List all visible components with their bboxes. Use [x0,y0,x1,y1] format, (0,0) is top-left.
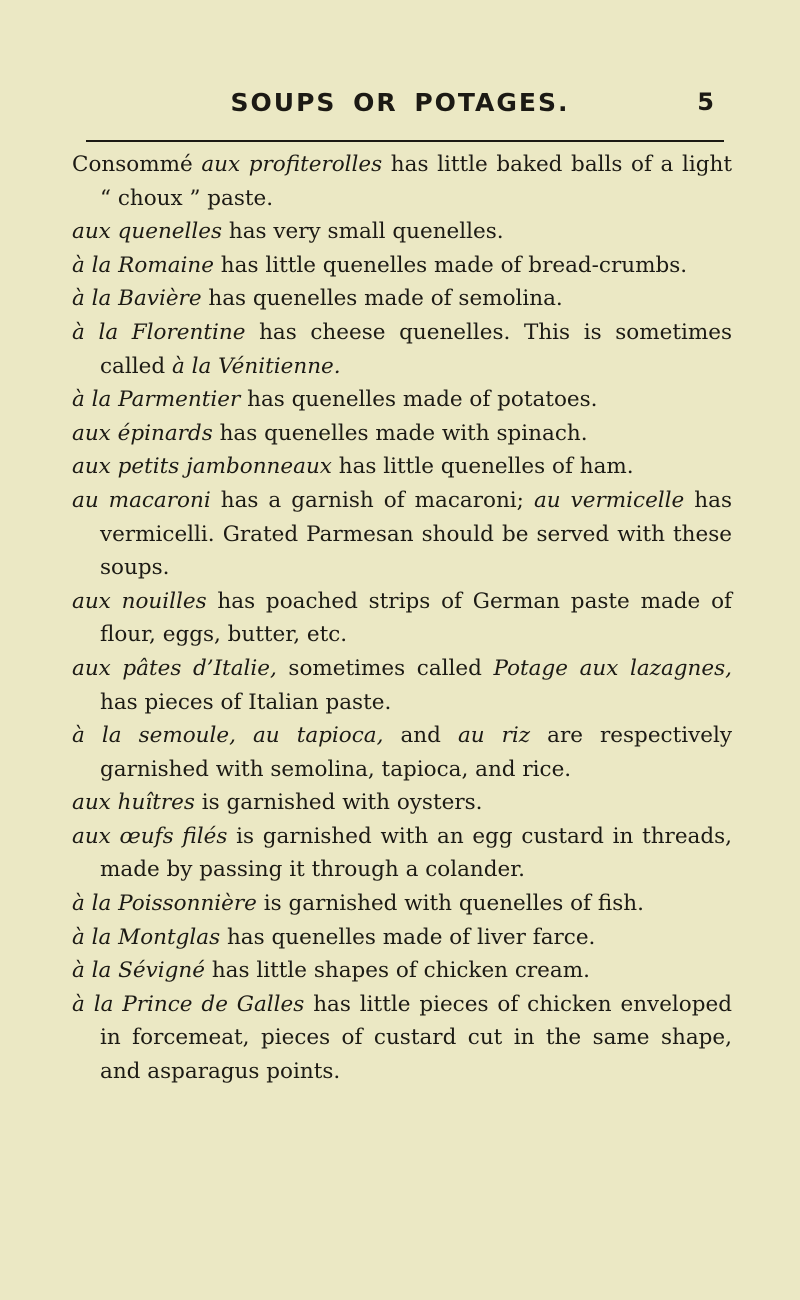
entry-description: has little baked balls of a light “ choux ” paste. [100,152,732,211]
entry-alt-name: à la Vénitienne. [171,353,341,379]
entry-name: aux huîtres [72,790,195,816]
entry-name: aux pâtes d’Italie, [72,655,277,681]
entry-parmentier [72,383,732,417]
entry-alt-name: au vermicelle [533,487,685,513]
entry-alt-name: Potage aux lazagnes, [493,655,732,681]
entry-description: sometimes called [276,655,494,681]
entry-pates-italie [72,652,732,719]
entry-alt-name: au riz [457,723,531,749]
entry-description: has little quenelles made of bread-crumbs. [213,252,688,278]
entry-description: has quenelles made of semolina. [201,286,563,312]
entry-lead: Consommé [72,152,202,177]
entry-baviere [72,282,732,316]
entry-name: à la Sévigné [72,958,205,984]
entry-epinards [72,417,732,451]
entry-oeufs-files [72,820,732,887]
entry-description: is garnished with an egg custard in threads, made by passing it through a colander. [100,823,733,883]
entry-name: aux œufs filés [72,823,228,849]
entry-nouilles [72,585,732,652]
entry-name: à la Florentine [72,319,246,345]
entry-description: has quenelles made of liver farce. [220,924,596,950]
entry-description: has a garnish of macaroni; [210,487,534,513]
entry-prince-de-galles [72,988,732,1089]
entry-description: has quenelles made of potatoes. [240,387,598,413]
entry-description: is garnished with oysters. [194,790,483,816]
entry-name: aux épinards [72,420,213,446]
entry-description: has quenelles made with spinach. [212,420,588,446]
entry-description: has little pieces of chicken enveloped in forcemeat, pieces of custard cut in the same shape, and asparagus points. [100,991,732,1085]
entry-semoule-tapioca-riz [72,719,732,786]
entry-description: has little quenelles of ham. [331,454,634,480]
entry-name: aux nouilles [72,588,207,614]
entry-alt-description: has vermicelli. Grated Parmesan should be served with these soups. [100,487,732,581]
entry-jambonneaux [72,450,732,484]
entry-florentine [72,316,732,383]
running-head [0,88,800,128]
entry-huitres [72,786,732,820]
entry-name: au macaroni [72,487,211,513]
running-title: SOUPS OR POTAGES. [230,88,570,117]
soup-glossary [72,148,732,1089]
entry-poissonniere [72,887,732,921]
entry-alt-description: has pieces of Italian paste. [100,689,392,715]
entry-macaroni [72,484,732,585]
entry-name: aux petits jambonneaux [72,454,332,480]
entry-description: has very small quenelles. [222,219,504,245]
entry-name: à la Bavière [72,286,202,312]
entry-alt-description: are respectively garnished with semolina, tapioca, and rice. [100,723,732,782]
entry-name: à la Prince de Galles [72,991,305,1017]
entry-name: à la Poissonnière [72,891,257,917]
entry-quenelles [72,215,732,249]
entry-romaine [72,249,732,283]
entry-description: has cheese quenelles. This is sometimes called [100,319,732,379]
entry-name: aux profiterolles [201,152,383,177]
entry-name: à la Romaine [72,252,214,278]
entry-montglas [72,921,732,955]
entry-name: à la semoule, au tapioca, [72,723,384,749]
entry-name: aux quenelles [72,219,223,245]
entry-name: à la Parmentier [72,387,241,413]
entry-profiterolles [72,148,732,215]
page-number: 5 [697,88,714,116]
entry-description: and [383,723,458,749]
header-rule [86,140,724,142]
entry-description: has poached strips of German paste made of flour, eggs, butter, etc. [100,588,732,648]
entry-description: has little shapes of chicken cream. [205,958,590,984]
entry-sevigne [72,954,732,988]
entry-name: à la Montglas [72,924,221,950]
entry-description: is garnished with quenelles of fish. [256,891,644,917]
